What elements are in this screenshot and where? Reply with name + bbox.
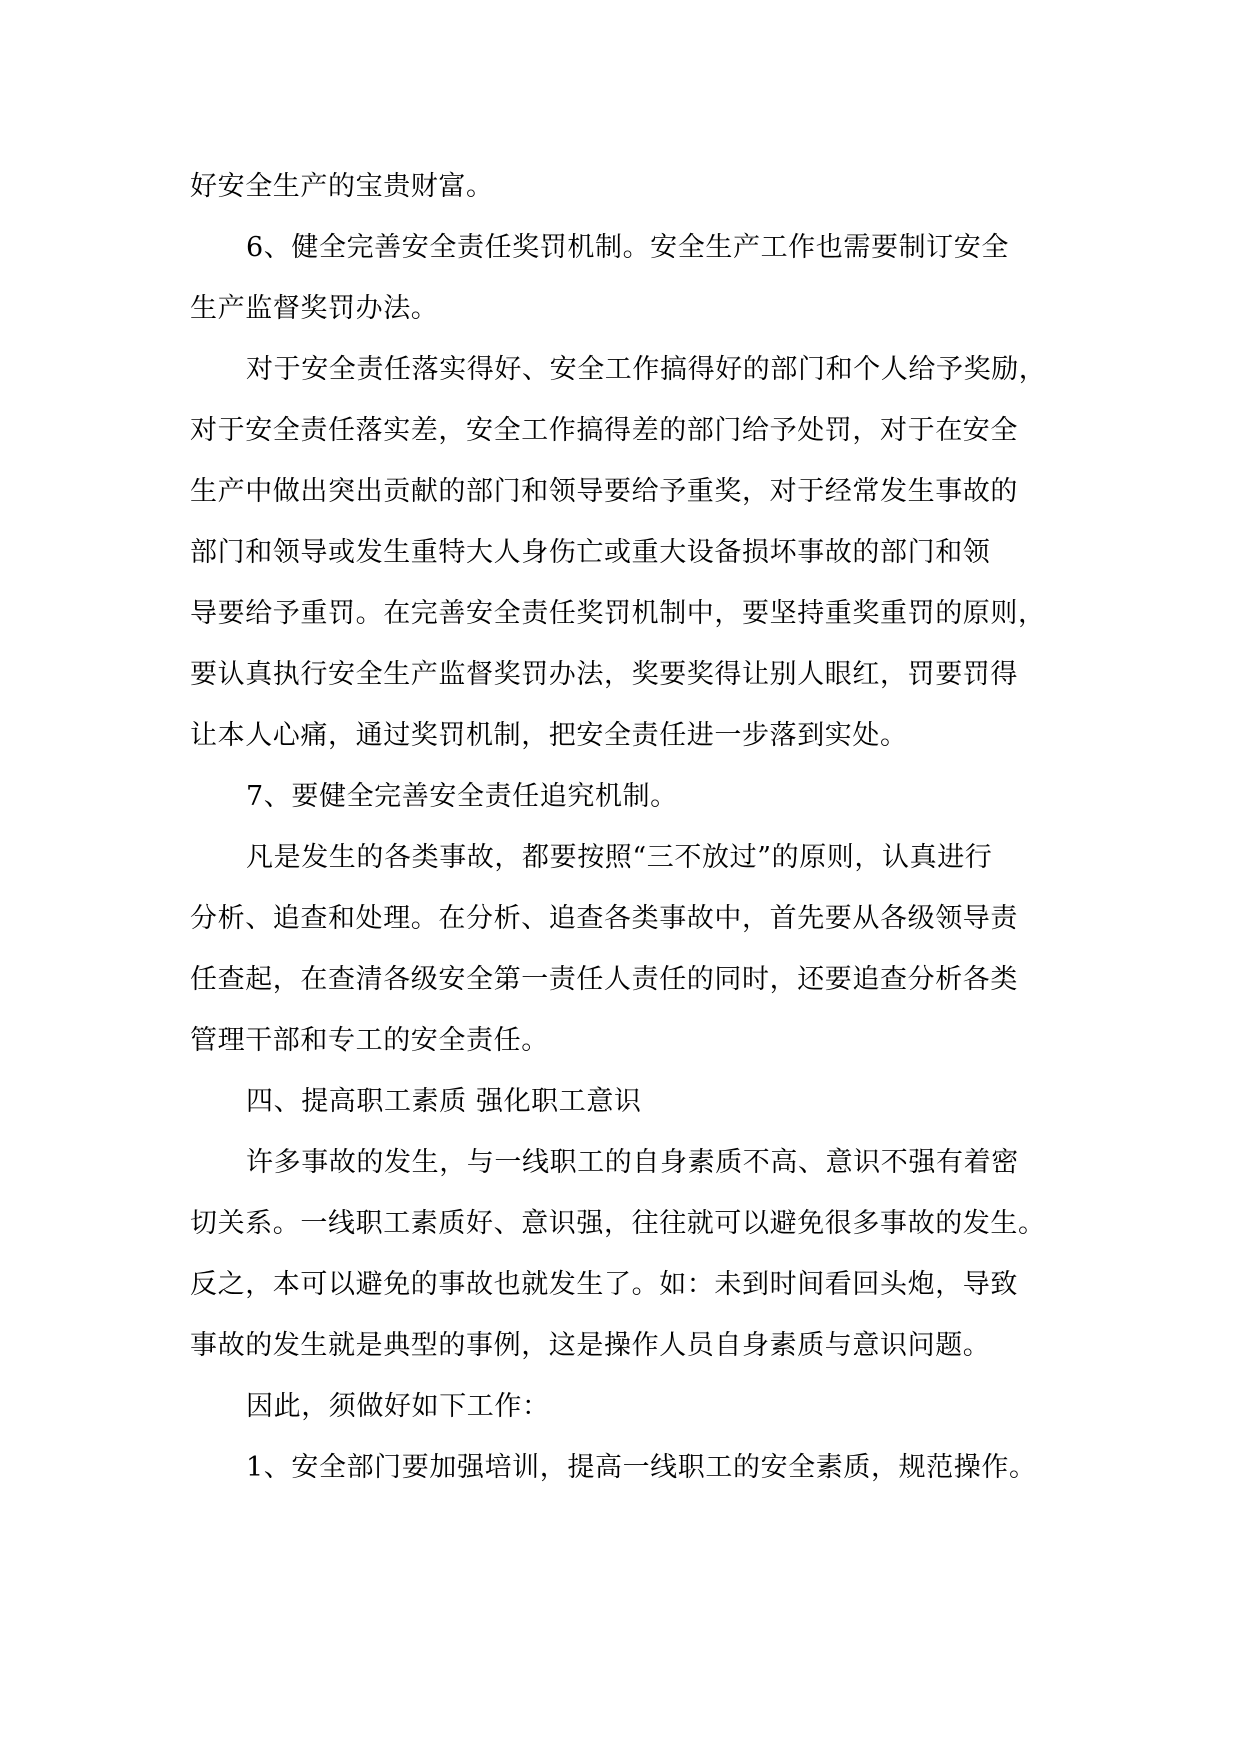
text-line: 反之，本可以避免的事故也就发生了。如：未到时间看回头炮，导致 — [190, 1269, 1018, 1300]
text-line: 生产监督奖罚办法。 — [190, 293, 439, 324]
text-line: 1、安全部门要加强培训，提高一线职工的安全素质，规范操作。 — [246, 1452, 1037, 1483]
text-line: 切关系。一线职工素质好、意识强，往往就可以避免很多事故的发生。 — [190, 1208, 1046, 1239]
text-line: 让本人心痛，通过奖罚机制，把安全责任进一步落到实处。 — [190, 720, 908, 751]
text-line: 6、健全完善安全责任奖罚机制。安全生产工作也需要制订安全 — [246, 232, 1009, 263]
section-heading: 四、提高职工素质 强化职工意识 — [246, 1086, 642, 1117]
text-line: 凡是发生的各类事故，都要按照“三不放过”的原则，认真进行 — [246, 842, 993, 873]
text-line: 要认真执行安全生产监督奖罚办法，奖要奖得让别人眼红，罚要罚得 — [190, 659, 1018, 690]
text-line: 事故的发生就是典型的事例，这是操作人员自身素质与意识问题。 — [190, 1330, 991, 1361]
text-line: 管理干部和专工的安全责任。 — [190, 1025, 549, 1056]
text-line: 分析、追查和处理。在分析、追查各类事故中，首先要从各级领导责 — [190, 903, 1018, 934]
text-line: 对于安全责任落实差，安全工作搞得差的部门给予处罚，对于在安全 — [190, 415, 1018, 446]
text-line: 导要给予重罚。在完善安全责任奖罚机制中，要坚持重奖重罚的原则， — [190, 598, 1046, 629]
text-line: 好安全生产的宝贵财富。 — [190, 171, 494, 202]
text-line: 因此，须做好如下工作： — [246, 1391, 550, 1422]
text-line: 任查起，在查清各级安全第一责任人责任的同时，还要追查分析各类 — [190, 964, 1018, 995]
text-line: 对于安全责任落实得好、安全工作搞得好的部门和个人给予奖励， — [246, 354, 1047, 385]
text-line: 部门和领导或发生重特大人身伤亡或重大设备损坏事故的部门和领 — [190, 537, 991, 568]
document-body — [190, 156, 1052, 1498]
text-line: 生产中做出突出贡献的部门和领导要给予重奖，对于经常发生事故的 — [190, 476, 1018, 507]
text-line: 7、要健全完善安全责任追究机制。 — [246, 781, 678, 812]
text-line: 许多事故的发生，与一线职工的自身素质不高、意识不强有着密 — [246, 1147, 1019, 1178]
